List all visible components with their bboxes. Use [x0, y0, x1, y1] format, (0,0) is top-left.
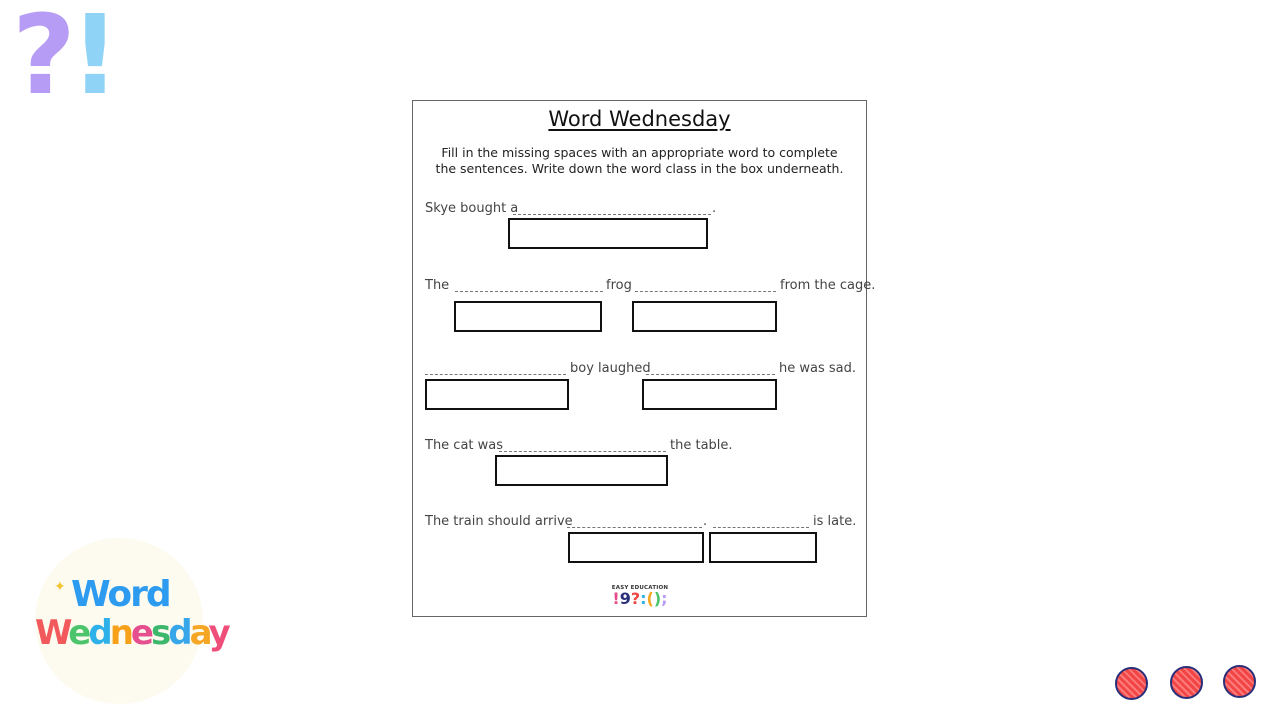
- word-wednesday-badge: [35, 538, 228, 704]
- sentence-2-blank-2: [635, 291, 776, 292]
- sentence-3-text-a: boy laughed: [570, 361, 651, 376]
- sentence-3-blank-1: [425, 374, 566, 375]
- sentence-4-text-a: The cat was: [425, 438, 504, 453]
- word-class-box[interactable]: [425, 379, 569, 410]
- sentence-3-text-b: he was sad.: [779, 361, 856, 376]
- worksheet-instructions: Fill in the missing spaces with an appropriate word to complete the sentences. Write down the word class in the box underneath.: [435, 145, 844, 176]
- easy-education-logo-text: EASY EDUCATION: [611, 585, 669, 591]
- sentence-1-text-b: .: [712, 201, 717, 216]
- sentence-2-text-a: The: [425, 278, 450, 293]
- easy-education-logo-glyphs: !9?:();: [612, 589, 668, 608]
- sentence-4-text-b: the table.: [670, 438, 733, 453]
- sentence-4-blank: [499, 451, 666, 452]
- worksheet: [412, 100, 876, 617]
- sentence-2-text-c: from the cage.: [780, 278, 876, 293]
- word-class-box[interactable]: [709, 532, 817, 563]
- sentence-5-text-b: .: [703, 514, 708, 529]
- sentence-5-blank-1: [567, 527, 702, 528]
- sentence-1-text-a: Skye bought a: [425, 201, 519, 216]
- question-mark-icon: ?: [12, 0, 76, 119]
- red-dot-icon: [1115, 667, 1148, 700]
- sentence-5-text-c: is late.: [813, 514, 857, 529]
- badge-wednesday: Wednesday: [35, 613, 228, 653]
- badge-word: Word: [71, 574, 170, 615]
- exclamation-mark-icon: !: [69, 0, 120, 119]
- easy-education-logo: [605, 585, 675, 607]
- sentence-1-blank: [513, 214, 711, 215]
- red-dot-icon: [1223, 665, 1256, 698]
- sentence-2-text-b: frog: [606, 278, 632, 293]
- sentence-5-text-a: The train should arrive: [425, 514, 573, 529]
- sentence-5-blank-2: [713, 527, 809, 528]
- word-class-box[interactable]: [642, 379, 777, 410]
- worksheet-title: Word Wednesday: [548, 107, 731, 131]
- word-class-box[interactable]: [568, 532, 704, 563]
- word-class-box[interactable]: [495, 455, 668, 486]
- word-class-box[interactable]: [454, 301, 602, 332]
- word-class-box[interactable]: [632, 301, 777, 332]
- sparkle-icon: ✦: [54, 578, 66, 594]
- red-dot-icon: [1170, 666, 1203, 699]
- sentence-3-blank-2: [646, 374, 775, 375]
- word-class-box[interactable]: [508, 218, 708, 249]
- sentence-2-blank-1: [455, 291, 603, 292]
- question-exclamation-decoration: [12, 0, 120, 119]
